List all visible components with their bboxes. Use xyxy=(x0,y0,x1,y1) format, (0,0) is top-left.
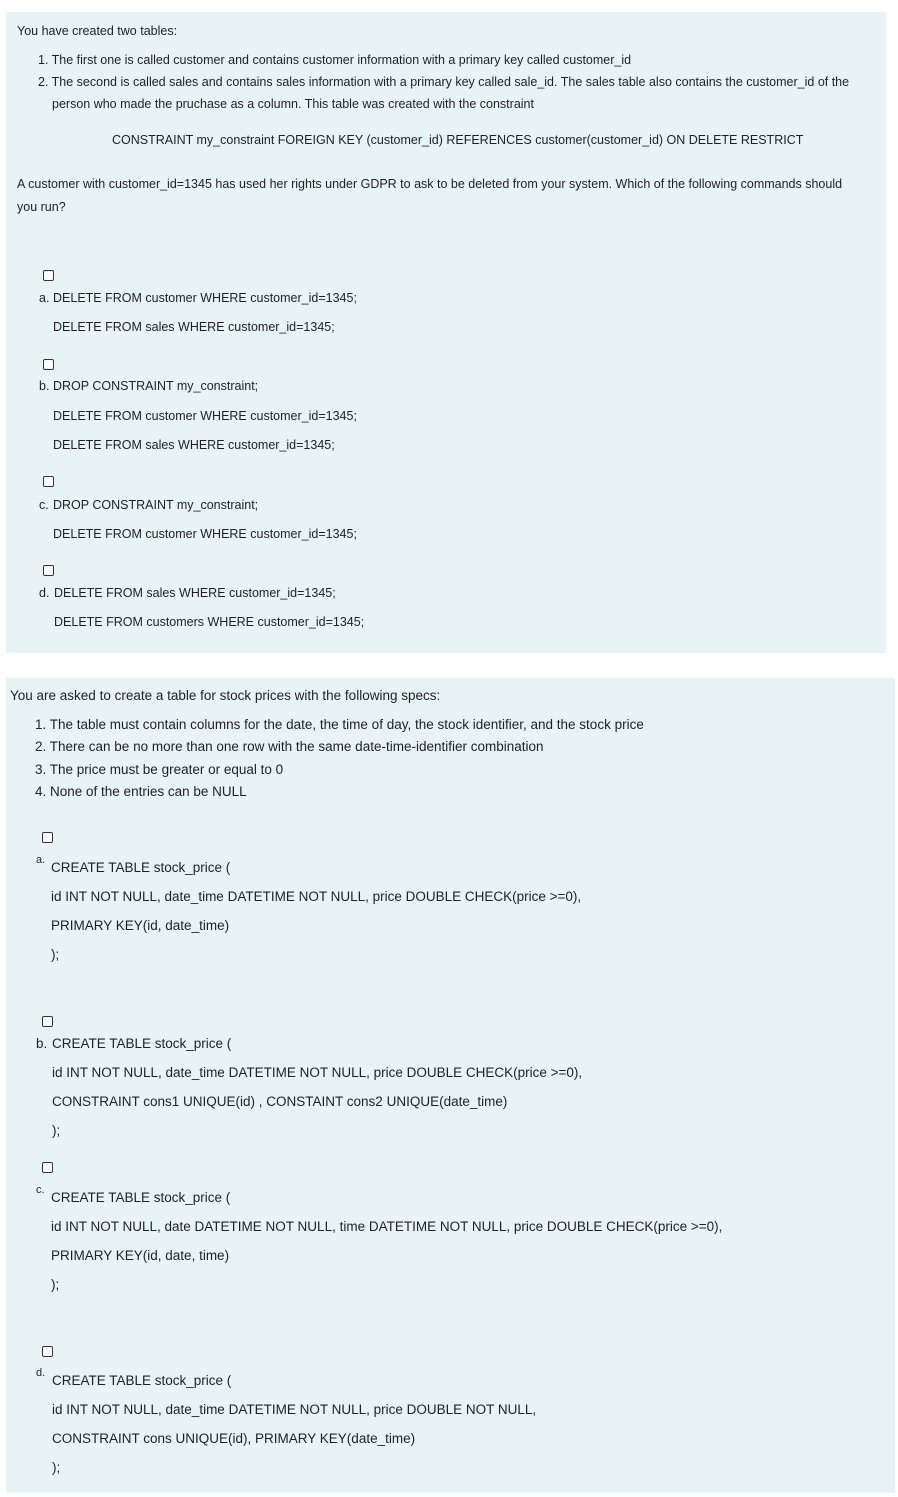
option-d-line: id INT NOT NULL, date_time DATETIME NOT NULL, price DOUBLE NOT NULL, xyxy=(52,1402,537,1417)
option-a-letter: a. xyxy=(39,291,50,305)
question-1-list-item: 2. The second is called sales and contains sales information with a primary key called sale_id. The sales table also contains the customer_id of the xyxy=(38,75,850,89)
option-d-checkbox[interactable] xyxy=(42,1346,53,1357)
option-d-letter: d. xyxy=(36,1367,46,1379)
option-c-checkbox[interactable] xyxy=(43,476,54,487)
option-b-line: DROP CONSTRAINT my_constraint; xyxy=(53,379,259,393)
option-a-line: PRIMARY KEY(id, date_time) xyxy=(51,918,230,933)
option-c-line: DROP CONSTRAINT my_constraint; xyxy=(53,498,259,512)
question-1-text: A customer with customer_id=1345 has used her rights under GDPR to ask to be deleted from your system. Which of the following commands should xyxy=(17,177,843,191)
question-2-list-item: 2. There can be no more than one row with the same date-time-identifier combination xyxy=(35,739,544,754)
option-a-letter: a. xyxy=(36,854,46,866)
question-2-intro: You are asked to create a table for stock prices with the following specs: xyxy=(10,688,441,703)
option-b-line: DELETE FROM customer WHERE customer_id=1345; xyxy=(53,409,357,423)
option-c-line: DELETE FROM customer WHERE customer_id=1345; xyxy=(53,527,357,541)
constraint-code: CONSTRAINT my_constraint FOREIGN KEY (customer_id) REFERENCES customer(customer_id) ON DELETE RESTRICT xyxy=(112,133,804,147)
option-a-line: DELETE FROM sales WHERE customer_id=1345; xyxy=(53,320,335,334)
option-b-line: CREATE TABLE stock_price ( xyxy=(52,1036,232,1051)
option-b-line: ); xyxy=(52,1123,61,1138)
option-a-line: id INT NOT NULL, date_time DATETIME NOT NULL, price DOUBLE CHECK(price >=0), xyxy=(51,889,582,904)
question-1-list-item: person who made the pruchase as a column. This table was created with the constraint xyxy=(52,97,534,111)
option-a-checkbox[interactable] xyxy=(43,270,54,281)
option-d-checkbox[interactable] xyxy=(43,565,54,576)
option-c-line: ); xyxy=(51,1277,60,1292)
question-2-list-item: 3. The price must be greater or equal to 0 xyxy=(35,762,284,777)
option-b-line: DELETE FROM sales WHERE customer_id=1345; xyxy=(53,438,335,452)
question-2-panel xyxy=(6,678,895,1493)
question-2-list-item: 1. The table must contain columns for the date, the time of day, the stock identifier, and the stock price xyxy=(35,717,644,732)
option-c-line: PRIMARY KEY(id, date, time) xyxy=(51,1248,230,1263)
option-b-checkbox[interactable] xyxy=(42,1016,53,1027)
option-d-line: ); xyxy=(52,1460,61,1475)
option-b-checkbox[interactable] xyxy=(43,359,54,370)
question-1-panel xyxy=(6,12,886,653)
option-b-line: id INT NOT NULL, date_time DATETIME NOT NULL, price DOUBLE CHECK(price >=0), xyxy=(52,1065,583,1080)
option-a-checkbox[interactable] xyxy=(42,832,53,843)
option-c-line: CREATE TABLE stock_price ( xyxy=(51,1190,231,1205)
option-d-letter: d. xyxy=(39,586,50,600)
option-d-line: CONSTRAINT cons UNIQUE(id), PRIMARY KEY(date_time) xyxy=(52,1431,416,1446)
question-1-text: you run? xyxy=(17,200,66,214)
option-d-line: CREATE TABLE stock_price ( xyxy=(52,1373,232,1388)
option-b-letter: b. xyxy=(39,379,50,393)
option-b-letter: b. xyxy=(36,1036,48,1051)
option-c-checkbox[interactable] xyxy=(42,1162,53,1173)
question-2-list-item: 4. None of the entries can be NULL xyxy=(35,784,247,799)
option-a-line: DELETE FROM customer WHERE customer_id=1345; xyxy=(53,291,357,305)
question-1-intro: You have created two tables: xyxy=(17,24,178,38)
option-a-line: ); xyxy=(51,947,60,962)
option-c-letter: c. xyxy=(36,1184,45,1196)
option-a-line: CREATE TABLE stock_price ( xyxy=(51,860,231,875)
option-c-line: id INT NOT NULL, date DATETIME NOT NULL, time DATETIME NOT NULL, price DOUBLE CHECK(price >=0), xyxy=(51,1219,723,1234)
option-d-line: DELETE FROM sales WHERE customer_id=1345; xyxy=(54,586,336,600)
option-b-line: CONSTRAINT cons1 UNIQUE(id) , CONSTAINT cons2 UNIQUE(date_time) xyxy=(52,1094,508,1109)
question-1-list-item: 1. The first one is called customer and contains customer information with a primary key called customer_id xyxy=(38,53,632,67)
option-d-line: DELETE FROM customers WHERE customer_id=1345; xyxy=(54,615,365,629)
option-c-letter: c. xyxy=(39,498,49,512)
